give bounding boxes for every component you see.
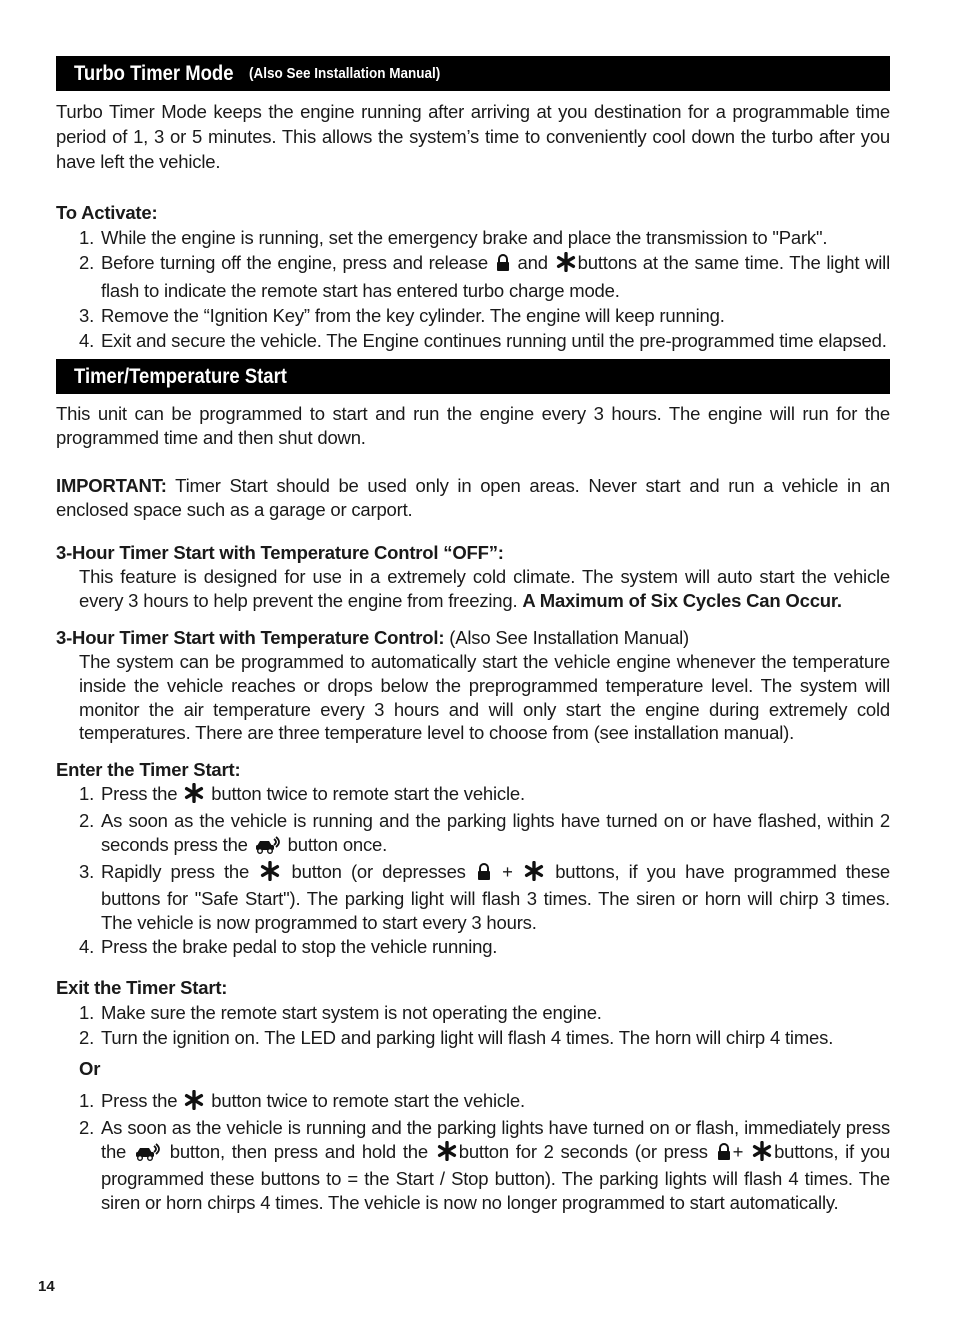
lock-icon [717, 1143, 731, 1167]
page-number: 14 [38, 1278, 55, 1295]
timer-intro: This unit can be programmed to start and run the engine every 3 hours. The engine will run for the programmed time and then shut down. [56, 403, 890, 448]
temp-heading: 3-Hour Timer Start with Temperature Control: (Also See Installation Manual) [56, 627, 690, 648]
lock-icon [496, 253, 510, 278]
section-title: Turbo Timer Mode [74, 61, 234, 85]
asterisk-icon [260, 861, 280, 887]
asterisk-icon [524, 861, 544, 887]
list-item: 2. Before turning off the engine, press and release and buttons at the same time. The light will flash to indicate the remote start has entered turbo charge mode. [79, 252, 890, 301]
list-item: 2. As soon as the vehicle is running and the parking lights have turned on or flash, immediately press the button, then press and hold the button for 2 seconds (or press + buttons, if you programmed these buttons to = the Start / Stop button). The parking lights will flash 4 times. The siren or horn chirps 4 times. The vehicle is now no longer programmed to start automatically. [79, 1117, 890, 1214]
list-item: 2. Turn the ignition on. The LED and parking light will flash 4 times. The horn will chirp 4 times. [79, 1027, 834, 1049]
activate-heading: To Activate: [56, 202, 158, 223]
turbo-intro: Turbo Timer Mode keeps the engine running after arriving at you destination for a programmable time period of 1, 3 or 5 minutes. This allows the system’s time to conveniently cool down the turbo after you have left the vehicle. [56, 101, 890, 172]
exit-heading: Exit the Timer Start: [56, 977, 228, 999]
list-item: 3. Remove the “Ignition Key” from the key cylinder. The engine will keep running. [79, 305, 725, 326]
car-icon [135, 1143, 161, 1167]
manual-page [56, 56, 890, 1215]
section-title: Timer/Temperature Start [74, 364, 287, 388]
list-item: 2. As soon as the vehicle is running and the parking lights have turned on or have flashed, within 2 seconds press the button once. [56, 809, 890, 860]
list-item: 4. Exit and secure the vehicle. The Engine continues running until the pre-programmed time elapsed. [79, 330, 887, 351]
enter-steps [56, 782, 890, 959]
temp-off-heading: 3-Hour Timer Start with Temperature Control “OFF”: [56, 542, 504, 563]
or-label: Or [79, 1058, 101, 1080]
asterisk-icon [184, 783, 204, 809]
list-item: 4. Press the brake pedal to stop the vehicle running. [79, 936, 498, 958]
section-title-note: (Also See Installation Manual) [249, 65, 441, 82]
lock-icon [477, 863, 491, 887]
section-header-timer [56, 359, 890, 394]
exit-steps-alt [56, 1089, 890, 1215]
list-item: 1. Press the button twice to remote start the vehicle. [56, 1089, 890, 1116]
list-item: 1. Make sure the remote start system is not operating the engine. [79, 1002, 602, 1024]
list-item: 1. While the engine is running, set the emergency brake and place the transmission to "Park". [79, 227, 828, 248]
asterisk-icon [437, 1141, 457, 1167]
asterisk-icon [556, 252, 576, 278]
car-icon [255, 836, 281, 860]
list-item: 3. Rapidly press the button (or depresses + buttons, if you have programmed these buttons for "Safe Start"). The parking light will flash 3 times. The siren or horn will chirp 3 times. The vehicle is now programmed to start every 3 hours. [79, 861, 890, 934]
enter-heading: Enter the Timer Start: [56, 759, 241, 781]
activate-steps [56, 225, 890, 353]
temp-text: The system can be programmed to automatically start the vehicle engine whenever the temperature inside the vehicle reaches or drops below the preprogrammed temperature level. The system will monitor the air temperature every 3 hours and will only start the engine during extremely cold temperatures. There are three temperature level to choose from (see installation manual). [79, 651, 890, 744]
asterisk-icon [752, 1141, 772, 1167]
section-header-turbo [56, 56, 890, 91]
important-note: IMPORTANT: Timer Start should be used only in open areas. Never start and run a vehicle in an enclosed space such as a garage or carport. [56, 475, 890, 520]
asterisk-icon [184, 1090, 204, 1116]
exit-steps [56, 1000, 890, 1050]
list-item: 1. Press the button twice to remote start the vehicle. [56, 782, 890, 809]
temp-off-text: This feature is designed for use in a extremely cold climate. The system will auto start the vehicle every 3 hours to help prevent the engine from freezing. A Maximum of Six Cycles Can Occur. [79, 566, 890, 611]
